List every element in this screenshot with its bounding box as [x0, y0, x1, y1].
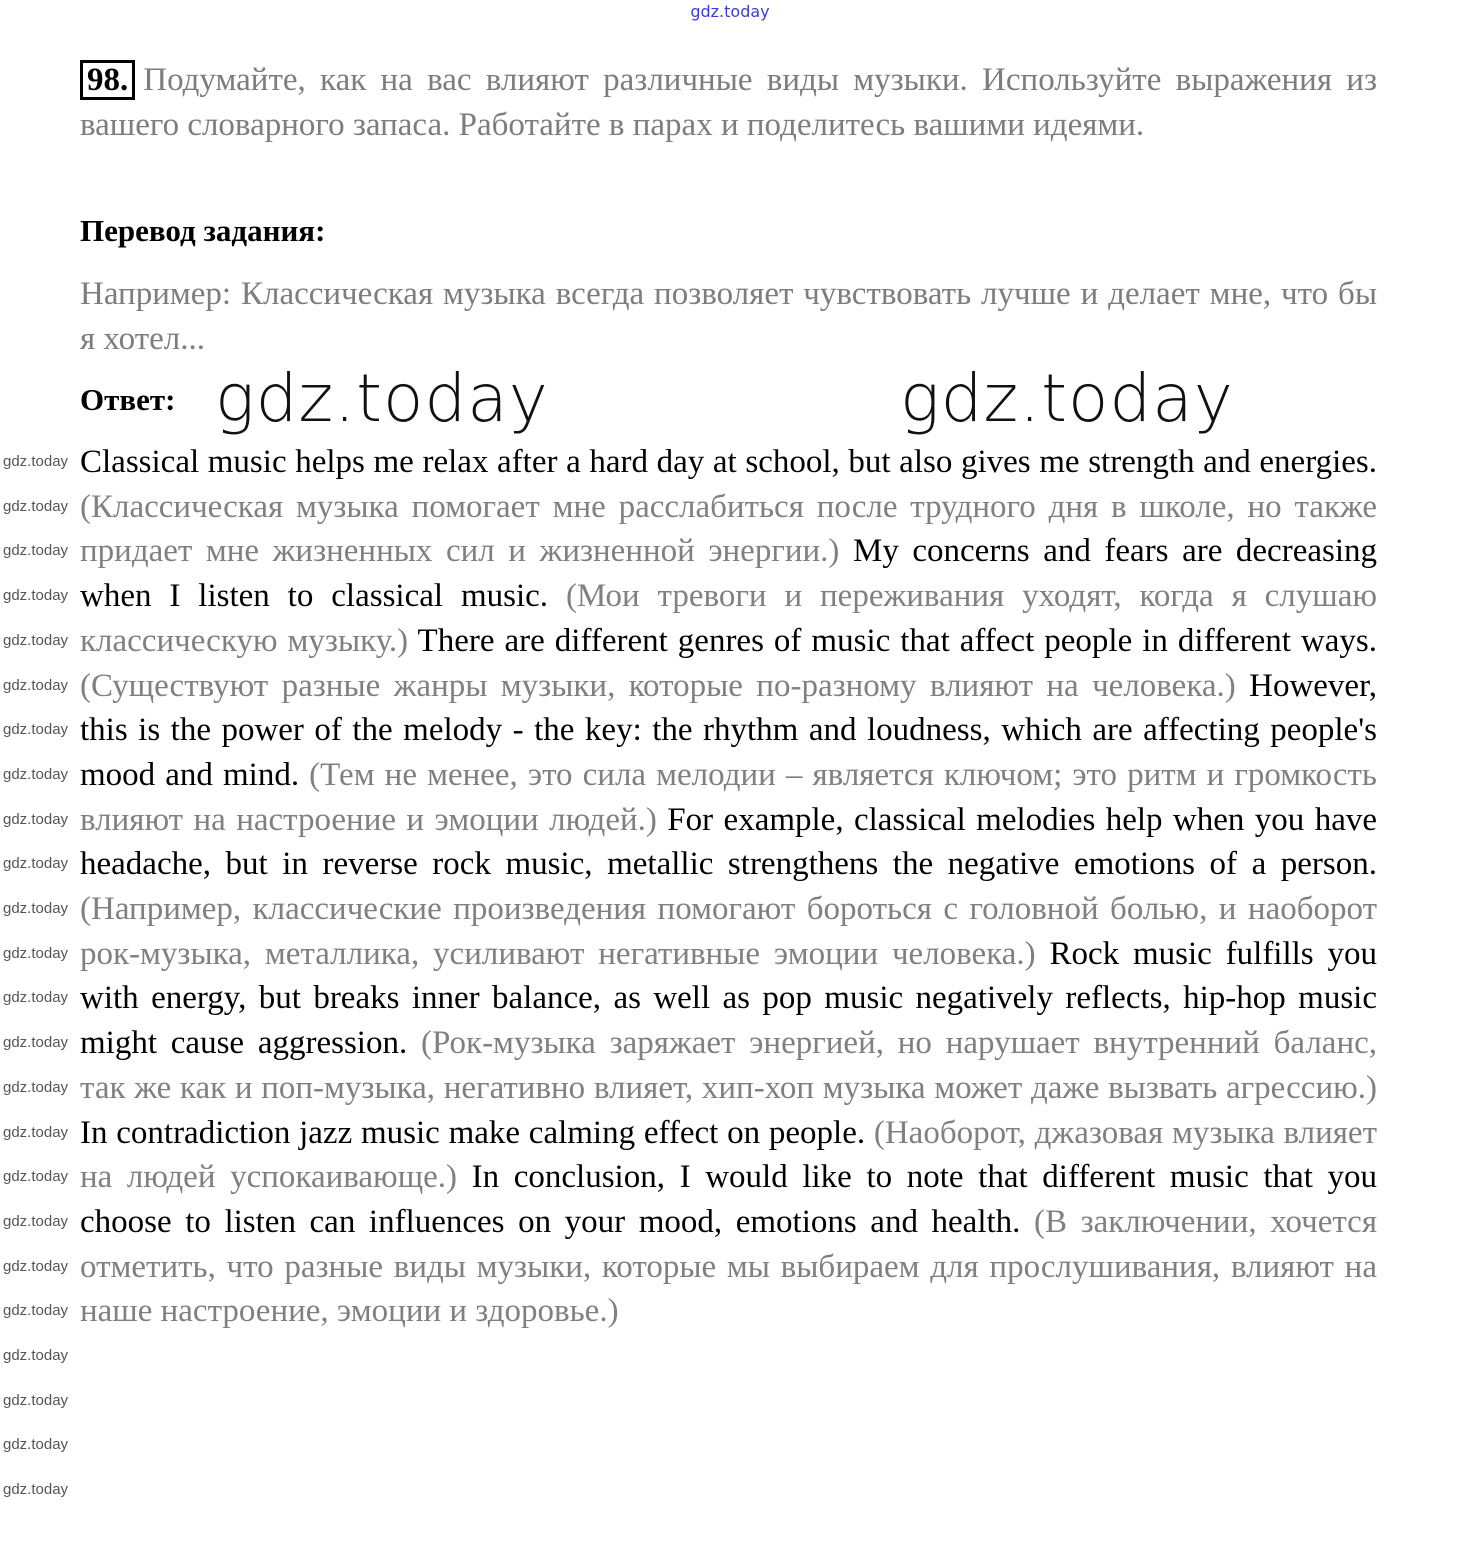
watermark-small: gdz.today — [3, 1123, 69, 1141]
answer-english-sentence: Classical music helps me relax after a hard day at school, but also gives me strength and energies. — [80, 444, 1377, 480]
watermark-small: gdz.today — [3, 855, 69, 873]
watermark-small: gdz.today — [3, 453, 69, 470]
watermark-small: gdz.today — [3, 1481, 69, 1499]
answer-paragraph — [80, 440, 1377, 1334]
answer-english-sentence: In conclusion, I would like to note that different music that you choose to listen can influences on your mood, emotions and health. — [80, 1159, 1377, 1240]
watermark-small: gdz.today — [3, 497, 69, 515]
translation-heading: Перевод задания: — [80, 213, 326, 248]
task-text: Подумайте, как на вас влияют различные виды музыки. Используйте выражения из вашего словарного запаса. Работайте в парах и поделитесь вашими идеями. — [80, 62, 1377, 143]
answer-english-sentence: However, this is the power of the melody - the key: the rhythm and loudness, which are affecting people's mood and mind. — [80, 667, 1377, 793]
answer-russian-translation: (Например, классические произведения помогают бороться с головной болью, и наоборот рок-музыка, металлика, усиливают негативные эмоции человека.) — [80, 891, 1377, 972]
answer-heading: Ответ: — [80, 382, 176, 417]
watermark-small: gdz.today — [3, 1436, 69, 1454]
watermark-small: gdz.today — [3, 1078, 69, 1096]
answer-russian-translation: (Существуют разные жанры музыки, которые по-разному влияют на человека.) — [80, 667, 1250, 704]
watermark-small: gdz.today — [3, 1257, 69, 1275]
watermark-small: gdz.today — [3, 765, 69, 783]
answer-russian-translation: (Классическая музыка помогает мне расслабиться после трудного дня в школе, но также придает мне жизненных сил и жизненной энергии.) — [80, 488, 1377, 570]
example-paragraph: Например: Классическая музыка всегда позволяет чувствовать лучше и делает мне, что бы я хотел... — [80, 276, 1377, 357]
answer-english-sentence: For example, classical melodies help when you have headache, but in reverse rock music, metallic strengthens the negative emotions of a person. — [80, 801, 1377, 883]
watermark-small: gdz.today — [3, 1212, 69, 1230]
watermark-large: gdz.today — [215, 360, 549, 437]
watermark-small: gdz.today — [3, 676, 69, 694]
answer-russian-translation: (Рок-музыка заряжает энергией, но нарушает внутренний баланс, так же как и поп-музыка, негативно влияет, хип-хоп музыка может даже вызвать агрессию.) — [80, 1025, 1377, 1106]
answer-english-sentence: There are different genres of music that affect people in different ways. — [417, 622, 1377, 659]
watermark-small: gdz.today — [3, 989, 69, 1007]
watermark-small: gdz.today — [3, 721, 69, 739]
answer-russian-translation: (В заключении, хочется отметить, что разные виды музыки, которые мы выбираем для прослушивания, влияют на наше настроение, эмоции и здоровье.) — [80, 1203, 1377, 1330]
watermark-small: gdz.today — [3, 1302, 69, 1320]
watermark-small: gdz.today — [3, 900, 69, 917]
watermark-small: gdz.today — [3, 1391, 69, 1409]
watermark-small: gdz.today — [3, 1347, 69, 1364]
answer-english-sentence: My concerns and fears are decreasing when I listen to classical music. — [80, 533, 1377, 615]
answer-english-sentence: In contradiction jazz music make calming effect on people. — [80, 1114, 874, 1151]
watermark-small: gdz.today — [3, 587, 69, 605]
watermark-small: gdz.today — [3, 1168, 69, 1186]
answer-russian-translation: (Тем не менее, это сила мелодии – является ключом; это ритм и громкость влияют на настроение и эмоции людей.) — [80, 756, 1377, 838]
task-number: 98. — [80, 60, 135, 100]
watermark-small: gdz.today — [3, 810, 69, 828]
watermark-small: gdz.today — [3, 1034, 69, 1052]
task-paragraph — [80, 58, 1377, 147]
watermark-small: gdz.today — [3, 542, 69, 560]
answer-english-sentence: Rock music fulfills you with energy, but breaks inner balance, as well as pop music negatively reflects, hip-hop music might cause aggression. — [80, 935, 1377, 1062]
watermark-top: gdz.today — [690, 2, 770, 21]
watermark-large: gdz.today — [900, 360, 1234, 437]
answer-russian-translation: (Наоборот, джазовая музыка влияет на людей успокаивающе.) — [80, 1114, 1378, 1196]
watermark-small: gdz.today — [3, 944, 69, 962]
answer-russian-translation: (Мои тревоги и переживания уходят, когда я слушаю классическую музыку.) — [80, 578, 1377, 659]
watermark-small: gdz.today — [3, 631, 69, 649]
